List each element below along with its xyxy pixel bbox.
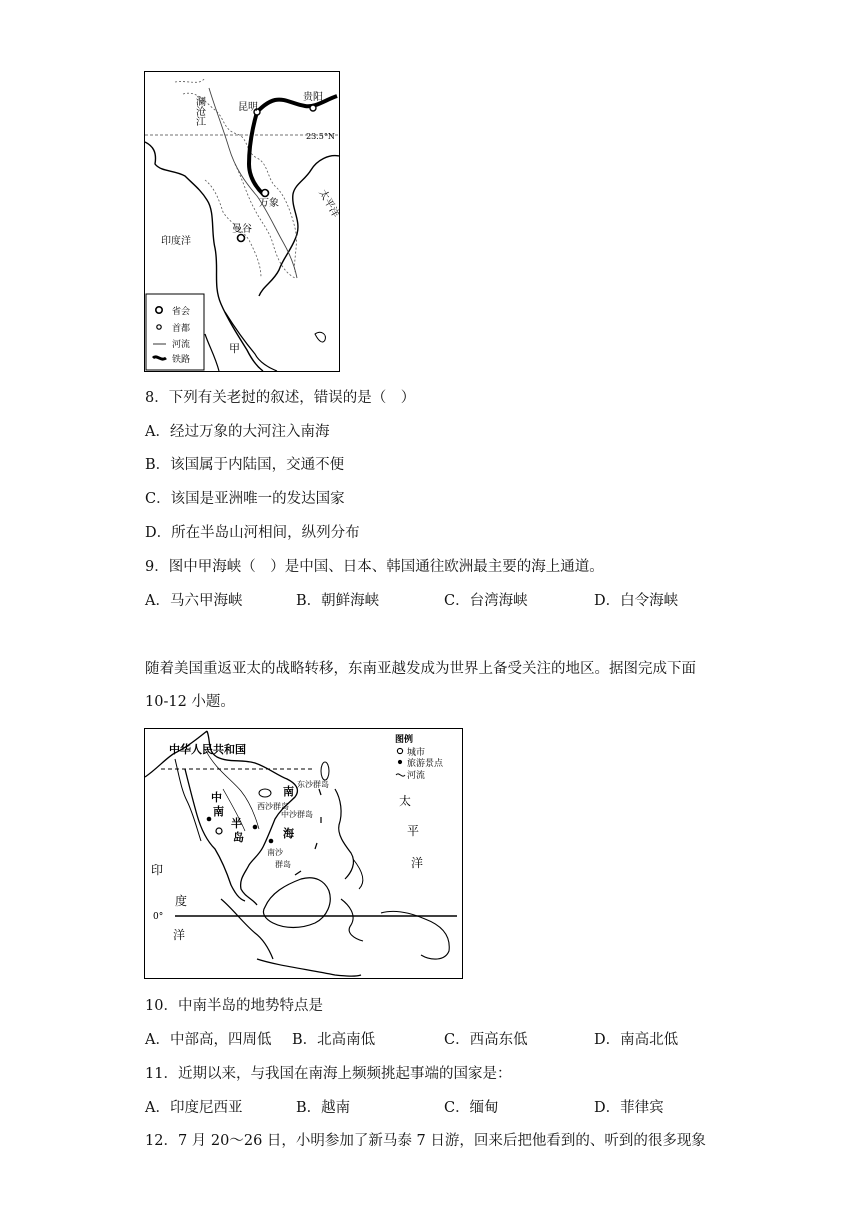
sea-char-label: 南: [283, 785, 294, 798]
southeast-asia-map: [144, 728, 463, 979]
provincial-capital-icon: [156, 307, 162, 313]
q9-stem: 9．图中甲海峡（ ）是中国、日本、韩国通往欧洲最主要的海上通道。: [145, 559, 604, 575]
scenic-marker: [269, 839, 274, 844]
indian-char-label: 印: [151, 863, 164, 877]
bangkok-marker: [238, 235, 245, 242]
legend-title: 图例: [395, 735, 414, 745]
city-legend-icon: [397, 748, 402, 753]
peninsula-char-label: 中: [211, 791, 222, 804]
legend-item-label: 省会: [172, 307, 191, 317]
q10-option-a: A．中部高，四周低: [145, 1032, 272, 1048]
q8-option-d: D．所在半岛山河相间，纵列分布: [145, 525, 360, 541]
q8-option-a: A．经过万象的大河注入南海: [145, 424, 330, 440]
q9-option-c: C．台湾海峡: [444, 593, 528, 609]
tropic-label: 23.5°N: [306, 132, 335, 141]
q8-option-b: B．该国属于内陆国，交通不便: [145, 457, 345, 473]
vientiane-marker: [262, 190, 269, 197]
national-capital-icon: [157, 325, 161, 329]
intro-line-2: 10-12 小题。: [145, 694, 235, 710]
kunming-label: 昆明: [238, 102, 258, 113]
indian-ocean-label: 印度洋: [161, 236, 191, 247]
xisha-label: 西沙群岛: [257, 802, 289, 811]
peninsula-char-label: 南: [213, 805, 224, 818]
scenic-marker: [207, 817, 212, 822]
southeast-asia-map-drawing: [145, 729, 462, 978]
q8-option-c: C．该国是亚洲唯一的发达国家: [145, 491, 345, 507]
q11-stem: 11．近期以来，与我国在南海上频频挑起事端的国家是：: [145, 1066, 512, 1082]
q11-option-b: B．越南: [296, 1100, 351, 1116]
q9-option-a: A．马六甲海峡: [145, 593, 243, 609]
vientiane-label: 万象: [259, 198, 279, 209]
equator-label: 0°: [153, 912, 164, 922]
river-label: 澜沧江: [193, 96, 205, 126]
nansha-label: 南沙: [267, 848, 283, 857]
pacific-char-label: 洋: [411, 856, 424, 870]
strait-jia-label: 甲: [229, 342, 240, 355]
indian-char-label: 度: [175, 894, 188, 908]
q11-option-c: C．缅甸: [444, 1100, 499, 1116]
legend-item-label: 首都: [172, 324, 191, 334]
q10-option-b: B．北高南低: [292, 1032, 376, 1048]
q11-option-a: A．印度尼西亚: [145, 1100, 243, 1116]
pacific-char-label: 太: [399, 794, 412, 808]
indian-char-label: 洋: [173, 928, 186, 942]
legend-city-label: 城市: [407, 748, 426, 758]
scenic-legend-icon: [398, 760, 402, 764]
laos-region-map: [144, 71, 340, 372]
q8-stem: 8．下列有关老挝的叙述，错误的是（ ）: [145, 390, 416, 406]
q10-stem: 10．中南半岛的地势特点是: [145, 998, 323, 1014]
scenic-marker: [253, 825, 258, 830]
sea-char-label: 海: [283, 827, 294, 840]
pacific-char-label: 平: [407, 824, 420, 838]
guiyang-marker: [310, 105, 316, 111]
guiyang-label: 贵阳: [303, 92, 323, 103]
peninsula-char-label: 半: [231, 817, 242, 830]
q10-option-c: C．西高东低: [444, 1032, 528, 1048]
city-marker: [216, 828, 222, 834]
peninsula-char-label: 岛: [233, 831, 244, 844]
legend-scenic-label: 旅游景点: [407, 759, 444, 769]
q10-option-d: D．南高北低: [594, 1032, 679, 1048]
river-legend-icon: [396, 774, 405, 776]
dongsha-label: 东沙群岛: [297, 780, 329, 789]
bangkok-label: 曼谷: [232, 224, 252, 235]
qundao-label: 群岛: [275, 860, 291, 869]
q9-option-d: D．白令海峡: [594, 593, 679, 609]
laos-map-drawing: [145, 72, 339, 371]
legend-item-label: 铁路: [172, 355, 191, 365]
zhongsha-label: 中沙群岛: [281, 810, 313, 819]
china-label: 中华人民共和国: [169, 743, 246, 756]
legend-item-label: 河流: [172, 340, 191, 350]
intro-line-1: 随着美国重返亚太的战略转移，东南亚越发成为世界上备受关注的地区。据图完成下面: [145, 661, 696, 677]
q12-stem: 12．7 月 20～26 日，小明参加了新马泰 7 日游，回来后把他看到的、听到的很多现象: [145, 1133, 706, 1149]
q11-option-d: D．菲律宾: [594, 1100, 664, 1116]
pacific-label: 太平洋: [316, 188, 339, 220]
q9-option-b: B．朝鲜海峡: [296, 593, 380, 609]
legend-river-label: 河流: [407, 771, 426, 781]
